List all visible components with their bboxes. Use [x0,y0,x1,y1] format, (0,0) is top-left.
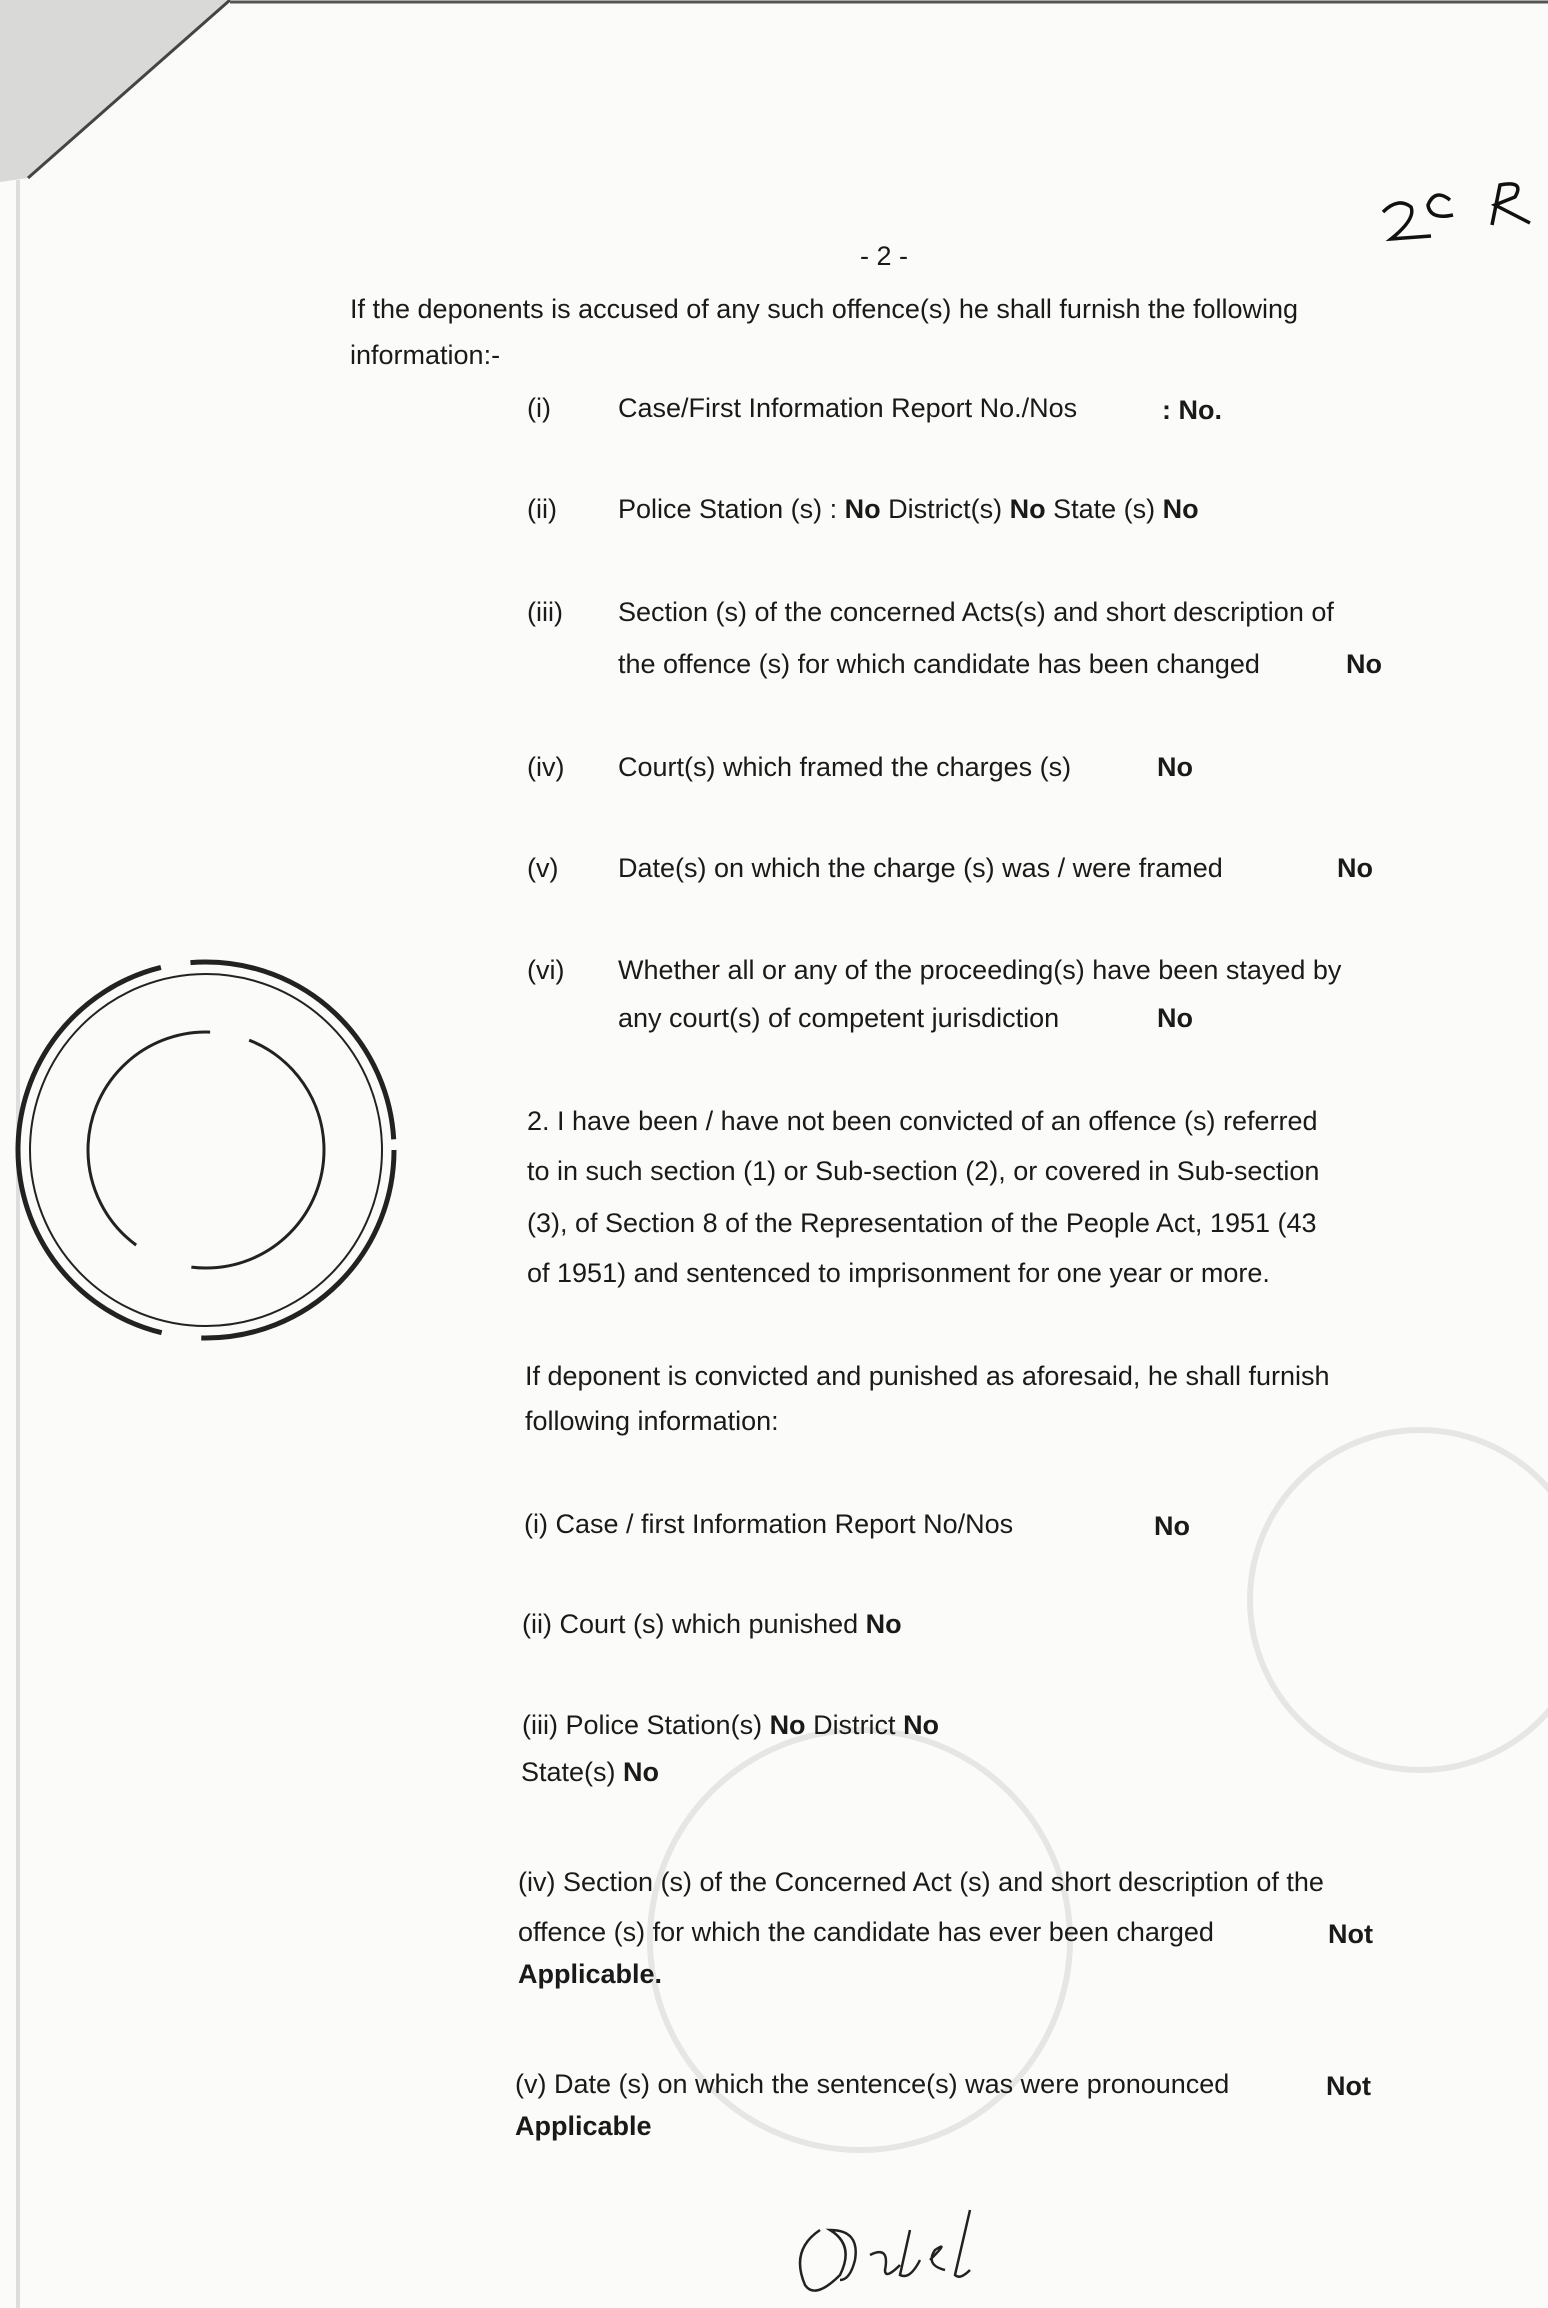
value: No [903,1710,940,1740]
item-text: (v) Date (s) on which the sentence(s) was were pronounced [515,2069,1230,2099]
item-text: offence (s) for which the candidate has ever been charged [518,1917,1214,1947]
item-value: Not [1328,1919,1373,1949]
label: District [805,1710,904,1740]
value: No [623,1757,660,1787]
item-value: No [1337,853,1373,883]
label: State (s) [1045,494,1163,524]
para-line: to in such section (1) or Sub-section (2), or covered in Sub-section [527,1156,1320,1186]
folded-corner [0,0,230,182]
item-text: the offence (s) for which candidate has been changed [618,649,1260,679]
convicted-intro: If deponent is convicted and punished as aforesaid, he shall furnish [525,1361,1330,1391]
label: State(s) [521,1757,624,1787]
item-text: Court(s) which framed the charges (s) [618,752,1072,782]
item-number: (vi) [527,955,565,985]
label: (iii) Police Station(s) [522,1710,770,1740]
item-text [522,1709,939,1741]
intro-line: information:- [350,340,501,370]
item-value: No [1157,1003,1193,1033]
item-number: (i) [527,393,551,423]
value: No [769,1710,806,1740]
item-text: (ii) Court (s) which punished [522,1609,866,1639]
item-text: any court(s) of competent jurisdiction [618,1003,1060,1033]
signature-patel [800,2210,970,2291]
item-number: (iv) [527,752,565,782]
item-number: (v) [527,853,559,883]
para-line: (3), of Section 8 of the Representation of the People Act, 1951 (43 [527,1208,1317,1238]
notary-stamp [18,962,394,1338]
item-text: Case/First Information Report No./Nos [618,393,1078,423]
value: No [844,494,881,524]
item-value: No [1154,1511,1190,1541]
label: Police Station (s) : [618,494,845,524]
item-text: Date(s) on which the charge (s) was / were framed [618,853,1223,883]
handwritten-2cr [1383,184,1530,239]
item-value: No [1346,649,1382,679]
item-text [521,1756,659,1788]
intro-line: If the deponents is accused of any such offence(s) he shall furnish the following [350,294,1299,324]
para-line: of 1951) and sentenced to imprisonment for one year or more. [527,1258,1270,1288]
convicted-item [522,1608,902,1640]
convicted-intro: following information: [525,1406,779,1436]
item-number: (ii) [527,494,557,524]
item-value: No [1157,752,1193,782]
value: No [1009,494,1046,524]
item-text: Whether all or any of the proceeding(s) have been stayed by [618,955,1342,985]
item-text [618,493,1199,525]
item-value: Applicable. [518,1959,663,1989]
item-text: (iv) Section (s) of the Concerned Act (s) and short description of the [518,1867,1324,1897]
item-value: Applicable [515,2111,652,2141]
page-number: - 2 - [860,241,909,271]
para-line: 2. I have been / have not been convicted of an offence (s) referred [527,1106,1318,1136]
item-number: (iii) [527,597,563,627]
item-value: No [865,1609,902,1639]
item-text: Section (s) of the concerned Acts(s) and short description of [618,597,1334,627]
item-value: Not [1326,2071,1371,2101]
item-text: (i) Case / first Information Report No/Nos [524,1509,1014,1539]
value: No [1162,494,1199,524]
label: District(s) [880,494,1010,524]
item-value: : No. [1162,395,1222,425]
